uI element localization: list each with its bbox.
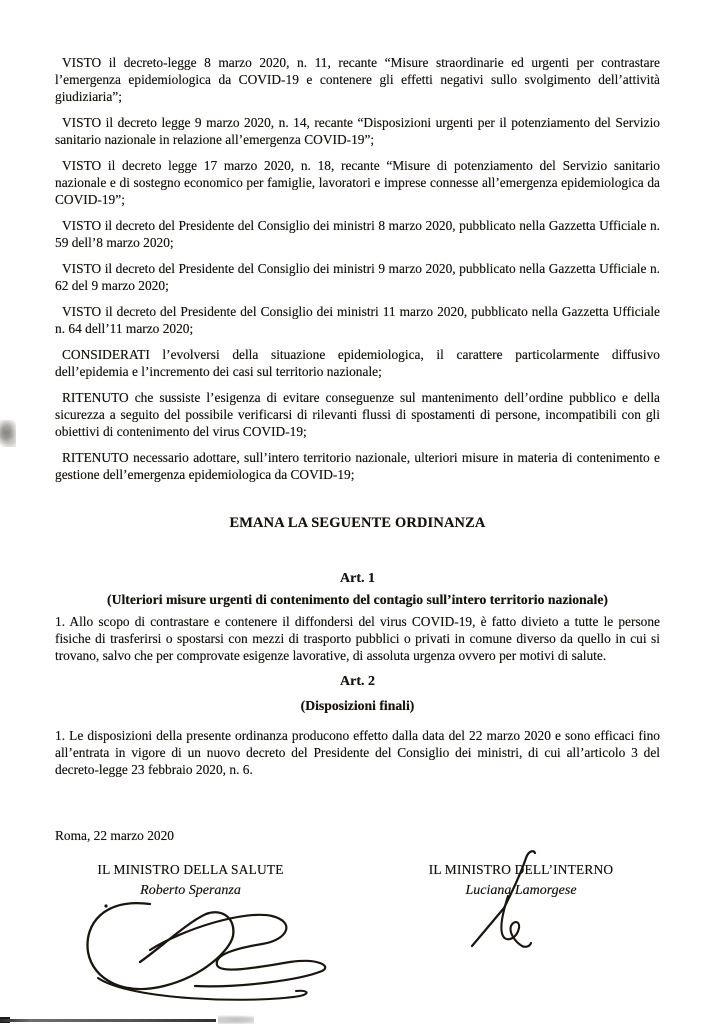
recital-paragraph: CONSIDERATI l’evolversi della situazione epidemiologica, il carattere particolarmente diffusivo dell’epidemia e l’incremento dei casi sul territorio nazionale; bbox=[55, 347, 660, 379]
recital-paragraph: VISTO il decreto legge 9 marzo 2020, n. 14, recante “Disposizioni urgenti per il potenziamento del Servizio sanitario nazionale in relazione all’emergenza COVID-19”; bbox=[55, 115, 660, 147]
signature-row bbox=[55, 861, 660, 900]
article-1-title: (Ulteriori misure urgenti di contenimento del contagio sull’intero territorio nazionale) bbox=[107, 592, 608, 607]
recitals-section bbox=[55, 54, 660, 483]
article-1-body: 1. Allo scopo di contrastare e contenere il diffondersi del virus COVID-19, è fatto divieto a tutte le persone fisiche di trasferirsi o spostarsi con mezzi di trasporto pubblici o privati in comune diverso da quello in cui si trovano, salvo che per comprovate esigenze lavorative, di assoluta urgenza ovvero per motivi di salute. bbox=[55, 614, 660, 663]
article-2 bbox=[55, 673, 660, 778]
minister-name-lamorgese: Luciana Lamorgese bbox=[465, 883, 577, 898]
emana-heading: EMANA LA SEGUENTE ORDINANZA bbox=[229, 515, 486, 531]
minister-name-speranza: Roberto Speranza bbox=[140, 883, 241, 898]
signature-block-interno bbox=[402, 861, 640, 900]
article-1-number: Art. 1 bbox=[340, 571, 375, 586]
recital-paragraph: VISTO il decreto-legge 8 marzo 2020, n. 11, recante “Misure straordinarie ed urgenti per contrastare l’emergenza epidemiologica da COVID-19 e contenere gli effetti negativi sullo svolgimento dell’attività giudiziaria”; bbox=[55, 55, 660, 104]
recital-paragraph: VISTO il decreto del Presidente del Consiglio dei ministri 11 marzo 2020, pubblicato nella Gazzetta Ufficiale n. 64 dell’11 marzo 2020; bbox=[55, 304, 660, 336]
handwritten-signature-speranza bbox=[78, 890, 338, 1008]
scan-speckle-artifact bbox=[0, 420, 16, 447]
article-2-body: 1. Le disposizioni della presente ordinanza producono effetto dalla data del 22 marzo 2020 e sono efficaci fino all’entrata in vigore di un nuovo decreto del Presidente del Consiglio dei ministri, di cui all’articolo 3 del decreto-legge 23 febbraio 2020, n. 6. bbox=[55, 728, 660, 777]
article-1 bbox=[55, 570, 660, 664]
minister-role-interno: IL MINISTRO DELL’INTERNO bbox=[428, 862, 614, 877]
place-date: Roma, 22 marzo 2020 bbox=[55, 828, 175, 843]
recital-paragraph: VISTO il decreto legge 17 marzo 2020, n. 18, recante “Misure di potenziamento del Servizio sanitario nazionale e di sostegno economico per famiglie, lavoratori e imprese connesse all’emergenza epidemiologica da COVID-19”; bbox=[55, 158, 660, 207]
article-2-title: (Disposizioni finali) bbox=[300, 698, 415, 713]
recital-paragraph: RITENUTO necessario adottare, sull’intero territorio nazionale, ulteriori misure in materia di contenimento e gestione dell’emergenza epidemiologica da COVID-19; bbox=[55, 450, 660, 482]
minister-role-salute: IL MINISTRO DELLA SALUTE bbox=[97, 862, 284, 877]
recital-paragraph: RITENUTO che sussiste l’esigenza di evitare conseguenze sul mantenimento dell’ordine pubblico e della sicurezza a seguito del possibile verificarsi di rilevanti flussi di spostamenti di persone, incompatibili con gli obiettivi di contenimento del virus COVID-19; bbox=[55, 390, 660, 439]
scan-edge-artifact-bar bbox=[0, 1019, 216, 1022]
recital-paragraph: VISTO il decreto del Presidente del Consiglio dei ministri 8 marzo 2020, pubblicato nella Gazzetta Ufficiale n. 59 dell’8 marzo 2020; bbox=[55, 218, 660, 250]
article-2-number: Art. 2 bbox=[340, 674, 375, 689]
scan-smudge-artifact bbox=[218, 1014, 254, 1024]
recital-paragraph: VISTO il decreto del Presidente del Consiglio dei ministri 9 marzo 2020, pubblicato nella Gazzetta Ufficiale n. 62 del 9 marzo 2020; bbox=[55, 261, 660, 293]
signature-block-salute bbox=[83, 861, 298, 900]
